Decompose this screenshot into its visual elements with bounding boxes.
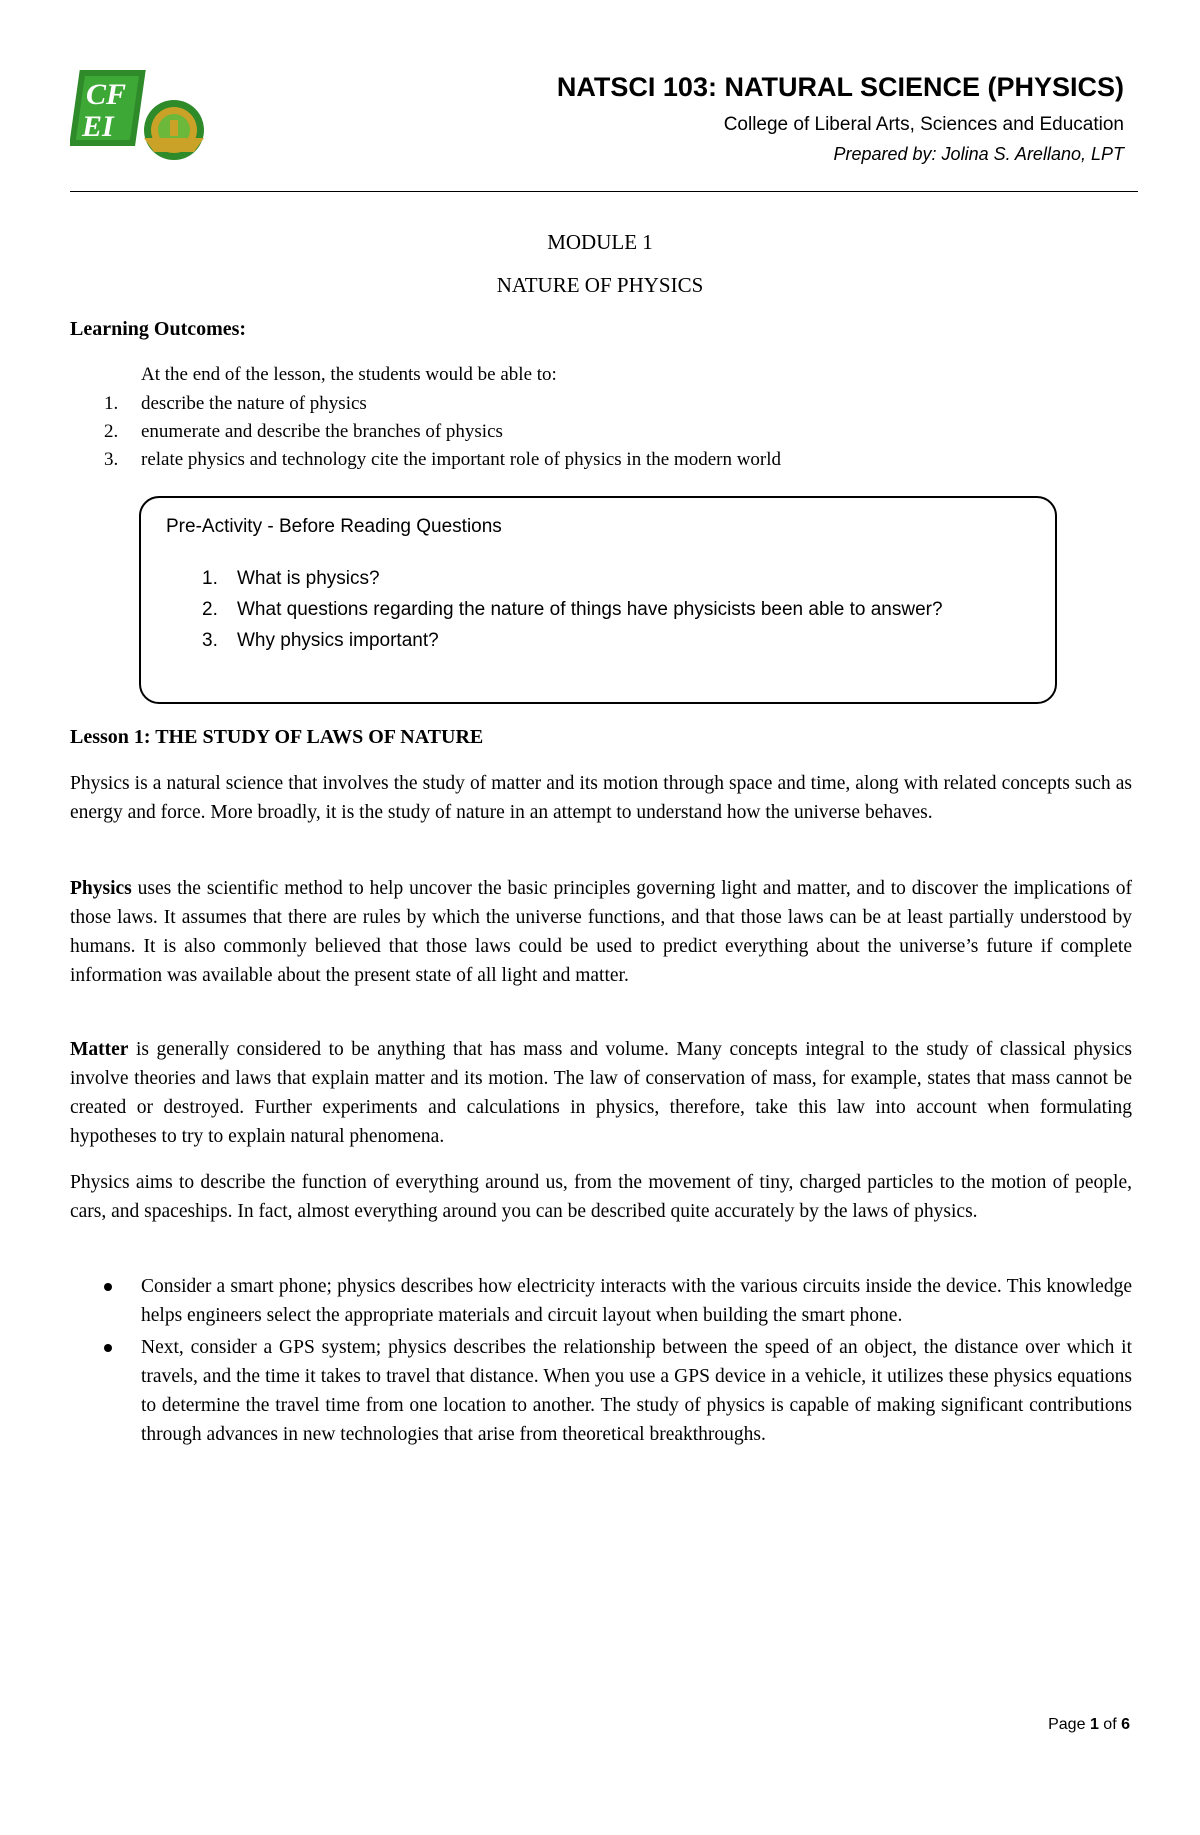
list-text: Consider a smart phone; physics describes how electricity interacts with the various circuits inside the device. This knowledge helps engineers select the appropriate materials and circuit layout when building the smart phone. — [141, 1276, 1132, 1326]
header-divider — [70, 191, 1138, 192]
examples-bullet-list — [70, 1272, 1132, 1452]
list-item — [166, 563, 1006, 594]
course-title: NATSCI 103: NATURAL SCIENCE (PHYSICS) — [556, 72, 1124, 102]
current-page: 1 — [1089, 1716, 1099, 1733]
module-title: NATURE OF PHYSICS — [496, 273, 704, 297]
lesson-paragraph-4: Physics aims to describe the function of everything around us, from the movement of tiny, charged particles to the motion of people, cars, and spaceships. In fact, almost everything around you can be described quite accurately by the laws of physics. — [70, 1172, 1132, 1222]
lesson-heading — [70, 726, 483, 749]
list-item — [70, 1333, 1132, 1449]
pre-activity-title: Pre-Activity - Before Reading Questions — [166, 516, 502, 537]
svg-text:CF: CF — [86, 78, 127, 111]
list-text: What questions regarding the nature of things have physicists been able to answer? — [237, 599, 943, 620]
of-word: of — [1103, 1716, 1117, 1733]
list-number: 2. — [202, 599, 218, 620]
list-number: 1. — [104, 393, 119, 414]
term-physics: Physics — [70, 878, 132, 899]
total-pages: 6 — [1121, 1716, 1130, 1733]
learning-outcomes-list — [70, 390, 781, 474]
list-text: relate physics and technology cite the important role of physics in the modern world — [141, 449, 782, 470]
list-text: Why physics important? — [237, 630, 439, 651]
list-number: 3. — [202, 630, 218, 651]
list-item — [70, 446, 781, 474]
list-item — [166, 594, 1006, 625]
learning-outcomes-intro: At the end of the lesson, the students would be able to: — [141, 364, 557, 385]
module-number: MODULE 1 — [547, 230, 653, 254]
college-name: College of Liberal Arts, Sciences and Education — [723, 114, 1124, 135]
paragraph-text: is generally considered to be anything that has mass and volume. Many concepts integral to the study of classical physics involve theories and laws that explain matter and its motion. The law of conservation of mass, for example, states that mass cannot be created or destroyed. Further experiments and calculations in physics, therefore, take this law into account when formulating hypotheses to try to explain natural phenomena. — [70, 1039, 1132, 1147]
prepared-by: Prepared by: Jolina S. Arellano, LPT — [833, 144, 1124, 164]
page-word: Page — [1048, 1716, 1086, 1733]
lesson-paragraph-3 — [70, 1035, 1132, 1151]
lesson-label: Lesson 1: — [70, 726, 151, 748]
bullet-icon — [104, 1283, 112, 1291]
bullet-icon — [104, 1344, 112, 1352]
term-matter: Matter — [70, 1039, 129, 1060]
paragraph-text: uses the scientific method to help uncover the basic principles governing light and matter, and to discover the implications of those laws. It assumes that there are rules by which the universe functions, and that those laws can be at least partially understood by humans. It is also commonly believed that those laws could be used to predict everything about the universe’s future if complete information was available about the present state of all light and matter. — [70, 878, 1132, 986]
list-number: 1. — [202, 568, 218, 589]
svg-text:EI: EI — [82, 110, 114, 143]
logo-graphic — [70, 68, 210, 168]
lesson-paragraph-1: Physics is a natural science that involves the study of matter and its motion through space and time, along with related concepts such as energy and force. More broadly, it is the study of nature in an attempt to understand how the universe behaves. — [70, 773, 1132, 823]
learning-outcomes-heading: Learning Outcomes: — [70, 318, 247, 340]
list-text: What is physics? — [237, 568, 380, 589]
list-item — [70, 418, 781, 446]
list-item — [70, 390, 781, 418]
list-text: Next, consider a GPS system; physics describes the relationship between the speed of an object, the distance over which it travels, and the time it takes to travel that distance. When you use a GPS device in a vehicle, it utilizes these physics equations to determine the travel time from one location to another. The study of physics is capable of making significant contributions through advances in new technologies that arise from theoretical breakthroughs. — [141, 1337, 1132, 1445]
list-text: enumerate and describe the branches of physics — [141, 421, 503, 442]
lesson-paragraph-2 — [70, 874, 1132, 990]
list-item — [70, 1272, 1132, 1330]
lesson-title: THE STUDY OF LAWS OF NATURE — [150, 726, 484, 748]
pre-activity-questions — [166, 563, 1006, 656]
list-text: describe the nature of physics — [141, 393, 367, 414]
list-number: 2. — [104, 421, 119, 442]
list-number: 3. — [104, 449, 119, 470]
cfei-logo — [70, 68, 210, 168]
page-number — [1048, 1716, 1130, 1734]
list-item — [166, 625, 1006, 656]
